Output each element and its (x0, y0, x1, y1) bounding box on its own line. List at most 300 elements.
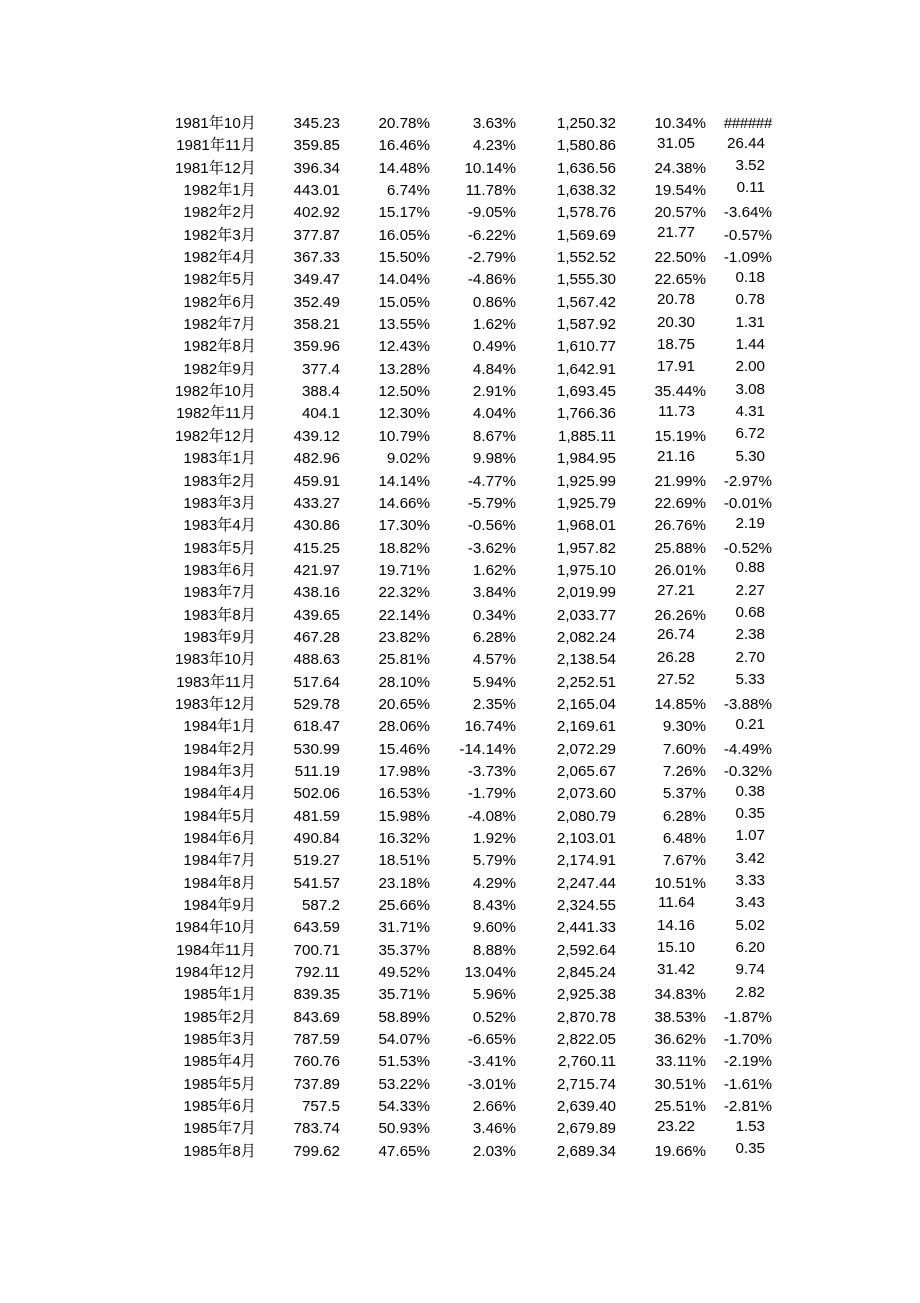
cell-value: 421.97 (293, 561, 340, 579)
cell-index: 2,065.67 (556, 762, 616, 780)
cell-value: 443.01 (293, 182, 340, 200)
table-row (138, 1074, 772, 1096)
table-row (138, 716, 772, 738)
cell-alt: 20.57% (654, 204, 706, 222)
cell-mom: 3.63% (472, 115, 516, 132)
cell-yoy: 14.14% (378, 472, 430, 490)
cell-index: 1,610.77 (556, 338, 616, 356)
cell-yoy: 10.79% (378, 427, 430, 445)
cell-mom: 5.79% (472, 852, 516, 870)
cell-index: 1,580.86 (556, 137, 616, 155)
cell-value: 388.4 (301, 383, 340, 401)
cell-period: 1982年12月 (174, 427, 256, 445)
cell-period: 1984年4月 (183, 785, 256, 803)
cell-delta: 1.07 (735, 827, 765, 845)
cell-index: 2,715.74 (556, 1075, 616, 1093)
cell-alt: 26.74 (656, 626, 695, 644)
cell-index: 2,252.51 (556, 673, 616, 691)
cell-yoy: 17.98% (378, 762, 430, 780)
cell-period: 1982年11月 (176, 405, 256, 423)
cell-delta: -4.49% (723, 740, 772, 758)
cell-delta: 9.74 (735, 961, 765, 979)
cell-value: 760.76 (293, 1053, 340, 1071)
cell-period: 1985年6月 (183, 1098, 256, 1116)
cell-yoy: 15.50% (378, 249, 430, 267)
cell-yoy: 15.17% (378, 204, 430, 222)
cell-delta: 6.72 (735, 425, 765, 443)
cell-alt: 19.54% (654, 182, 706, 200)
cell-yoy: 22.14% (378, 606, 430, 624)
cell-period: 1984年8月 (183, 874, 256, 892)
cell-period: 1983年8月 (183, 606, 256, 624)
cell-period: 1985年3月 (183, 1031, 256, 1049)
cell-delta: 1.31 (735, 313, 765, 331)
cell-index: 1,642.91 (556, 360, 616, 378)
cell-yoy: 16.05% (378, 226, 430, 244)
cell-yoy: 14.66% (378, 494, 430, 512)
cell-index: 1,555.30 (556, 271, 616, 289)
cell-mom: -1.79% (467, 785, 516, 803)
cell-yoy: 50.93% (378, 1120, 430, 1138)
cell-index: 1,925.99 (556, 472, 616, 490)
table-row (138, 538, 772, 560)
cell-value: 352.49 (293, 293, 340, 311)
cell-yoy: 16.32% (378, 830, 430, 847)
cell-period: 1982年2月 (183, 204, 256, 222)
cell-alt: 6.48% (662, 830, 706, 847)
cell-yoy: 31.71% (378, 919, 430, 937)
cell-mom: 0.34% (472, 606, 516, 624)
cell-value: 359.85 (293, 137, 340, 155)
cell-value: 377.87 (293, 226, 340, 244)
cell-alt: 26.01% (654, 561, 706, 579)
cell-yoy: 12.50% (378, 383, 430, 401)
cell-value: 530.99 (293, 740, 340, 758)
cell-yoy: 16.46% (378, 137, 430, 155)
cell-alt: 19.66% (654, 1142, 706, 1160)
cell-yoy: 23.82% (378, 628, 430, 646)
cell-mom: 1.92% (472, 830, 516, 847)
cell-delta: 3.43 (735, 894, 765, 912)
cell-mom: -4.86% (467, 271, 516, 289)
cell-period: 1983年12月 (174, 695, 256, 713)
cell-delta: 0.21 (735, 715, 765, 733)
cell-mom: 8.43% (472, 897, 516, 915)
cell-value: 404.1 (301, 405, 340, 423)
cell-alt: 7.60% (662, 740, 706, 758)
cell-value: 349.47 (293, 271, 340, 289)
cell-mom: 2.91% (472, 383, 516, 401)
cell-index: 2,138.54 (556, 651, 616, 669)
table-row (138, 984, 772, 1006)
cell-period: 1985年2月 (183, 1008, 256, 1026)
cell-value: 511.19 (294, 762, 340, 780)
cell-delta: 1.53 (735, 1117, 765, 1135)
table-row (138, 672, 772, 694)
cell-index: 2,247.44 (556, 874, 616, 892)
cell-alt: 34.83% (654, 986, 706, 1004)
cell-yoy: 54.33% (378, 1098, 430, 1116)
cell-index: 1,984.95 (556, 450, 616, 468)
cell-value: 377.4 (301, 360, 340, 378)
cell-period: 1982年1月 (183, 182, 256, 200)
cell-alt: 21.99% (654, 472, 706, 490)
table-row (138, 180, 772, 202)
table-row (138, 1007, 772, 1029)
cell-period: 1982年9月 (183, 360, 256, 378)
cell-period: 1983年3月 (183, 494, 256, 512)
cell-alt: 20.30 (656, 313, 695, 331)
cell-alt: 14.16 (656, 916, 695, 934)
cell-period: 1984年11月 (176, 941, 256, 959)
table-row (138, 582, 772, 604)
cell-yoy: 16.53% (378, 785, 430, 803)
cell-mom: -0.56% (467, 517, 516, 535)
cell-yoy: 25.81% (378, 651, 430, 669)
cell-mom: -6.65% (467, 1031, 516, 1049)
cell-value: 502.06 (293, 785, 340, 803)
cell-yoy: 28.06% (378, 718, 430, 736)
cell-value: 482.96 (293, 450, 340, 468)
cell-mom: -3.41% (467, 1053, 516, 1071)
cell-alt: 23.22 (656, 1117, 695, 1135)
cell-alt: 14.85% (654, 695, 706, 713)
cell-value: 345.23 (293, 115, 340, 132)
cell-yoy: 17.30% (378, 517, 430, 535)
cell-delta: 3.52 (735, 157, 765, 175)
cell-mom: 0.49% (472, 338, 516, 356)
cell-index: 2,073.60 (556, 785, 616, 803)
cell-index: 2,822.05 (556, 1031, 616, 1049)
cell-delta: -1.87% (723, 1008, 772, 1026)
cell-delta: -0.52% (723, 539, 772, 557)
cell-yoy: 18.82% (378, 539, 430, 557)
table-row (138, 403, 772, 425)
cell-index: 2,072.29 (556, 740, 616, 758)
cell-index: 1,552.52 (556, 249, 616, 267)
cell-yoy: 12.30% (378, 405, 430, 423)
table-row (138, 135, 772, 157)
cell-mom: 0.52% (472, 1008, 516, 1026)
cell-mom: -2.79% (467, 249, 516, 267)
cell-period: 1984年9月 (183, 897, 256, 915)
cell-mom: 0.86% (472, 293, 516, 311)
cell-mom: 4.23% (472, 137, 516, 155)
cell-value: 438.16 (293, 584, 340, 602)
cell-mom: -6.22% (467, 226, 516, 244)
cell-period: 1984年3月 (183, 762, 256, 780)
cell-yoy: 15.98% (378, 807, 430, 825)
cell-delta: 3.42 (735, 849, 765, 867)
cell-alt: 26.28 (656, 648, 695, 666)
cell-mom: 4.84% (472, 360, 516, 378)
cell-alt: 26.26% (654, 606, 706, 624)
cell-period: 1984年6月 (183, 830, 256, 847)
cell-mom: 9.60% (472, 919, 516, 937)
cell-mom: -14.14% (459, 740, 516, 758)
cell-yoy: 49.52% (378, 964, 430, 982)
cell-index: 1,638.32 (556, 182, 616, 200)
cell-alt: 21.16 (656, 447, 695, 465)
cell-period: 1983年2月 (183, 472, 256, 490)
cell-delta: 1.44 (735, 335, 765, 353)
table-row (138, 359, 772, 381)
cell-value: 783.74 (293, 1120, 340, 1138)
cell-delta: -0.57% (723, 226, 772, 244)
cell-index: 2,019.99 (556, 584, 616, 602)
cell-index: 2,169.61 (556, 718, 616, 736)
cell-delta: 5.30 (735, 447, 765, 465)
cell-period: 1985年1月 (183, 986, 256, 1004)
cell-index: 1,578.76 (556, 204, 616, 222)
cell-yoy: 15.46% (378, 740, 430, 758)
cell-mom: 1.62% (472, 316, 516, 334)
cell-alt: 27.21 (656, 581, 695, 599)
cell-index: 1,975.10 (556, 561, 616, 579)
cell-yoy: 53.22% (378, 1075, 430, 1093)
cell-alt: 15.10 (656, 939, 695, 957)
cell-alt: 25.88% (654, 539, 706, 557)
cell-delta: -2.81% (723, 1098, 772, 1116)
cell-period: 1984年10月 (174, 919, 256, 937)
cell-index: 2,174.91 (556, 852, 616, 870)
cell-alt: 17.91 (656, 358, 695, 376)
cell-value: 700.71 (293, 941, 340, 959)
cell-delta: -3.64% (723, 204, 772, 222)
cell-delta: 4.31 (735, 402, 765, 420)
cell-delta: 2.38 (735, 626, 765, 644)
cell-period: 1984年12月 (174, 964, 256, 982)
cell-period: 1982年4月 (183, 249, 256, 267)
cell-alt: 5.37% (662, 785, 706, 803)
cell-value: 433.27 (293, 494, 340, 512)
cell-mom: 10.14% (464, 159, 516, 177)
cell-period: 1984年1月 (183, 718, 256, 736)
cell-yoy: 22.32% (378, 584, 430, 602)
cell-delta: 0.88 (735, 559, 765, 577)
cell-alt: 36.62% (654, 1031, 706, 1049)
cell-alt: 11.64 (658, 894, 695, 912)
cell-value: 402.92 (293, 204, 340, 222)
cell-value: 541.57 (293, 874, 340, 892)
cell-mom: 4.04% (472, 405, 516, 423)
cell-value: 618.47 (293, 718, 340, 736)
cell-yoy: 18.51% (378, 852, 430, 870)
cell-period: 1982年8月 (183, 338, 256, 356)
cell-index: 2,080.79 (556, 807, 616, 825)
cell-value: 459.91 (293, 472, 340, 490)
cell-mom: 8.67% (472, 427, 516, 445)
cell-mom: 2.66% (472, 1098, 516, 1116)
cell-mom: 5.94% (472, 673, 516, 691)
cell-yoy: 9.02% (386, 450, 430, 468)
cell-yoy: 54.07% (378, 1031, 430, 1049)
cell-index: 2,760.11 (558, 1053, 616, 1071)
cell-value: 467.28 (293, 628, 340, 646)
cell-index: 2,324.55 (556, 897, 616, 915)
cell-alt: 25.51% (654, 1098, 706, 1116)
cell-index: 1,885.11 (558, 427, 616, 445)
cell-index: 2,689.34 (556, 1142, 616, 1160)
cell-yoy: 35.37% (378, 941, 430, 959)
cell-index: 2,082.24 (556, 628, 616, 646)
cell-yoy: 51.53% (378, 1053, 430, 1071)
cell-mom: -4.77% (467, 472, 516, 490)
cell-period: 1985年5月 (183, 1075, 256, 1093)
cell-value: 843.69 (293, 1008, 340, 1026)
cell-mom: 11.78% (465, 182, 516, 200)
cell-alt: 21.77 (656, 224, 695, 242)
cell-value: 488.63 (293, 651, 340, 669)
cell-alt: 18.75 (656, 335, 695, 353)
cell-index: 2,679.89 (556, 1120, 616, 1138)
cell-mom: -3.73% (467, 762, 516, 780)
cell-period: 1984年5月 (183, 807, 256, 825)
cell-yoy: 20.65% (378, 695, 430, 713)
cell-delta: 2.27 (735, 581, 765, 599)
cell-mom: 2.35% (472, 695, 516, 713)
cell-mom: -3.01% (467, 1075, 516, 1093)
cell-mom: 13.04% (464, 964, 516, 982)
table-row (138, 515, 772, 537)
table-row (138, 1141, 772, 1163)
cell-alt: 20.78 (656, 291, 695, 309)
cell-mom: 9.98% (472, 450, 516, 468)
cell-index: 2,103.01 (556, 830, 616, 847)
cell-delta: 0.11 (736, 179, 765, 197)
cell-mom: -3.62% (467, 539, 516, 557)
cell-index: 2,845.24 (556, 964, 616, 982)
cell-value: 643.59 (293, 919, 340, 937)
cell-delta: -1.61% (723, 1075, 772, 1093)
cell-period: 1983年6月 (183, 561, 256, 579)
cell-alt: 7.67% (662, 852, 706, 870)
cell-mom: 8.88% (472, 941, 516, 959)
table-row (138, 850, 772, 872)
cell-period: 1984年7月 (183, 852, 256, 870)
cell-period: 1985年7月 (183, 1120, 256, 1138)
cell-mom: 3.84% (472, 584, 516, 602)
cell-value: 737.89 (293, 1075, 340, 1093)
cell-index: 2,033.77 (556, 606, 616, 624)
cell-delta: 0.18 (735, 268, 765, 286)
cell-yoy: 20.78% (378, 115, 430, 132)
cell-period: 1982年10月 (174, 383, 256, 401)
cell-yoy: 35.71% (378, 986, 430, 1004)
cell-period: 1983年11月 (176, 673, 256, 691)
cell-value: 529.78 (293, 695, 340, 713)
cell-delta: 0.38 (735, 782, 765, 800)
cell-delta: -0.32% (723, 762, 772, 780)
cell-index: 1,569.69 (556, 226, 616, 244)
cell-period: 1982年7月 (183, 316, 256, 334)
cell-yoy: 6.74% (386, 182, 430, 200)
cell-mom: 6.28% (472, 628, 516, 646)
cell-index: 1,636.56 (556, 159, 616, 177)
cell-value: 839.35 (293, 986, 340, 1004)
cell-period: 1982年6月 (183, 293, 256, 311)
cell-yoy: 14.48% (378, 159, 430, 177)
table-row (138, 471, 772, 493)
cell-yoy: 13.55% (378, 316, 430, 334)
cell-delta: 5.33 (735, 671, 765, 688)
cell-alt: 24.38% (654, 159, 706, 177)
cell-value: 799.62 (293, 1142, 340, 1160)
cell-period: 1981年10月 (174, 115, 256, 132)
cell-mom: 5.96% (472, 986, 516, 1004)
cell-alt: 31.42 (656, 961, 695, 979)
table-row (138, 783, 772, 805)
cell-mom: -9.05% (467, 204, 516, 222)
cell-value: 481.59 (293, 807, 340, 825)
cell-index: 2,592.64 (556, 941, 616, 959)
cell-delta: 2.82 (735, 983, 765, 1001)
cell-index: 1,693.45 (556, 383, 616, 401)
table-row (138, 448, 772, 470)
table-row (138, 806, 772, 828)
cell-period: 1982年5月 (183, 271, 256, 289)
cell-index: 1,567.42 (556, 293, 616, 311)
cell-alt: 15.19% (654, 427, 706, 445)
cell-delta: 2.19 (735, 514, 765, 532)
cell-alt: 6.28% (662, 807, 706, 825)
table-row (138, 828, 772, 850)
cell-value: 439.65 (293, 606, 340, 624)
table-row (138, 247, 772, 269)
table-row (138, 158, 772, 180)
cell-mom: 2.03% (472, 1142, 516, 1160)
cell-index: 1,587.92 (556, 316, 616, 334)
cell-index: 1,250.32 (556, 115, 616, 132)
cell-alt: 11.73 (658, 402, 695, 420)
cell-value: 792.11 (294, 964, 340, 982)
cell-alt: 26.76% (654, 517, 706, 535)
cell-alt: 31.05 (656, 134, 695, 152)
cell-delta: -1.09% (723, 249, 772, 267)
cell-value: 396.34 (293, 159, 340, 177)
cell-value: 367.33 (293, 249, 340, 267)
cell-delta: 3.08 (735, 380, 765, 398)
cell-delta: -2.19% (723, 1053, 772, 1071)
cell-delta: 3.33 (735, 872, 765, 890)
cell-alt: 33.11% (655, 1053, 706, 1071)
table-row (138, 761, 772, 783)
cell-period: 1981年12月 (174, 159, 256, 177)
cell-yoy: 19.71% (378, 561, 430, 579)
cell-index: 1,925.79 (556, 494, 616, 512)
cell-value: 787.59 (293, 1031, 340, 1049)
cell-mom: 16.74% (464, 718, 516, 736)
cell-index: 2,925.38 (556, 986, 616, 1004)
cell-delta: 2.00 (735, 358, 765, 376)
cell-index: 2,441.33 (556, 919, 616, 937)
cell-alt: 30.51% (654, 1075, 706, 1093)
cell-yoy: 23.18% (378, 874, 430, 892)
cell-period: 1983年4月 (183, 517, 256, 535)
cell-period: 1981年11月 (176, 137, 256, 155)
cell-value: 439.12 (293, 427, 340, 445)
cell-delta: 0.35 (735, 805, 765, 823)
table-row (138, 1118, 772, 1140)
cell-yoy: 25.66% (378, 897, 430, 915)
cell-alt: 22.50% (654, 249, 706, 267)
cell-alt: 9.30% (662, 718, 706, 736)
cell-alt: 38.53% (654, 1008, 706, 1026)
cell-index: 1,957.82 (556, 539, 616, 557)
cell-delta: 5.02 (735, 916, 765, 934)
cell-index: 1,766.36 (556, 405, 616, 423)
cell-delta: -3.88% (723, 695, 772, 713)
